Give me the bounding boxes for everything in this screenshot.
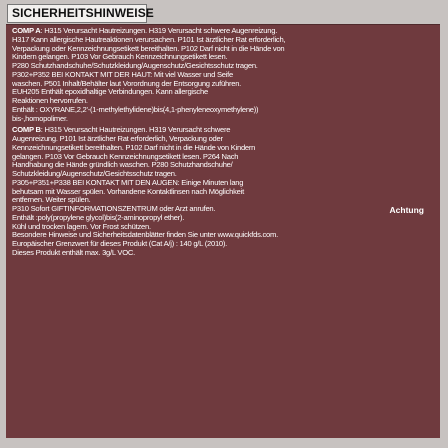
comp-a-line-6: waschen. P501 Inhalt/Behälter laut Vorordnung der Entsorgung zuführen. [12,79,242,88]
comp-a-line-0: COMP A: H315 Verursacht Hautreizungen. H319 Verursacht schwere Augenreizung. [12,27,278,35]
comp-a-label: COMP A [12,27,41,35]
comp-b-line-13: Europäischer Grenzwert für dieses Produkt (Cat A/j) : 140 g/L (2010). [12,240,228,248]
comp-b-line-1: Augenreizung. P101 Ist ärztlicher Rat erforderlich, Verpackung oder [12,135,223,143]
comp-b-line-2: Kennzeichnungsetikett bereithalten. P102 Darf nicht in die Hände von Kindern [12,143,256,152]
comp-b-block [12,126,434,257]
comp-b-line-4: Handhabung die Hände gründlich waschen. P280 Schutzhandschuhe/ [12,161,233,170]
comp-b-line-7: behutsam mit Wasser spülen. Vorhandene Kontaktlinsen nach Möglichkeit [12,187,244,196]
comp-a-line-8: Reaktionen hervorrufen. [12,97,88,105]
safety-text-panel [6,24,440,438]
signal-word-achtung: Achtung [389,205,424,215]
comp-a-line-10: bis-,homopolimer. [12,114,68,123]
comp-b-line-6: P305+P351+P338 BEI KONTAKT MIT DEN AUGEN: Einige Minuten lang [12,178,244,187]
comp-a-line-3: Kindern gelangen. P103 Vor Gebrauch Kennzeichnungsetikett lesen. [12,53,228,62]
comp-a-line-4: P280 Schutzhandschuhe/Schutzkleidung/Augenschutz/Gesichtsschutz tragen. [12,62,258,70]
comp-b-line-14: Dieses Produkt enthält max. 3g/L VOC. [12,248,135,257]
comp-a-line-9: Enthält : OXYRANE,2,2'-(1-methylethylidene)bis(4,1-phenyleneoxymethylene)) [12,105,259,114]
comp-b-line-0: COMP B: H315 Verursacht Hautreizungen. H319 Verursacht schwere [12,126,231,135]
comp-a-line-5: P302+P352 BEI KONTAKT MIT DER HAUT: Mit viel Wasser und Seife [12,70,234,79]
comp-b-line-3: gelangen. P103 Vor Gebrauch Kennzeichnungsetikett lesen. P264 Nach [12,152,239,161]
comp-a-line-2: Verpackung oder Kennzeichnungsetikett bereithalten. P102 Darf nicht in die Hände von [12,44,285,53]
comp-b-label: COMP B [12,126,41,135]
comp-b-line-9: P310 Sofort GIFTINFORMATIONSZENTRUM oder Arzt anrufen. [12,205,216,213]
comp-b-line-10: Enthält :poly(propylene glycol)bis(2-aminopropyl ether). [12,213,185,222]
comp-a-block [12,27,434,123]
safety-heading: SICHERHEITSHINWEISE [7,4,147,23]
comp-a-line-7: EUH205 Enthält epoxidhaltige Verbindungen. Kann allergische [12,88,208,97]
comp-b-line-12: Besondere Hinweise und Sicherheitsdatenblätter finden Sie unter www.quickfds.com. [12,231,278,240]
comp-b-line-5: Schutzkleidung/Augenschutz/Gesichtsschutz tragen. [12,170,177,178]
comp-a-line-1: H317 Kann allergische Hautreaktionen verursachen. P101 Ist ärztlicher Rat erforderlich, [12,35,286,44]
comp-b-line-8: entfernen. Weiter spülen. [12,196,91,205]
comp-b-line-11: Kühl und trocken lagern. Vor Frost schützen. [12,222,151,231]
